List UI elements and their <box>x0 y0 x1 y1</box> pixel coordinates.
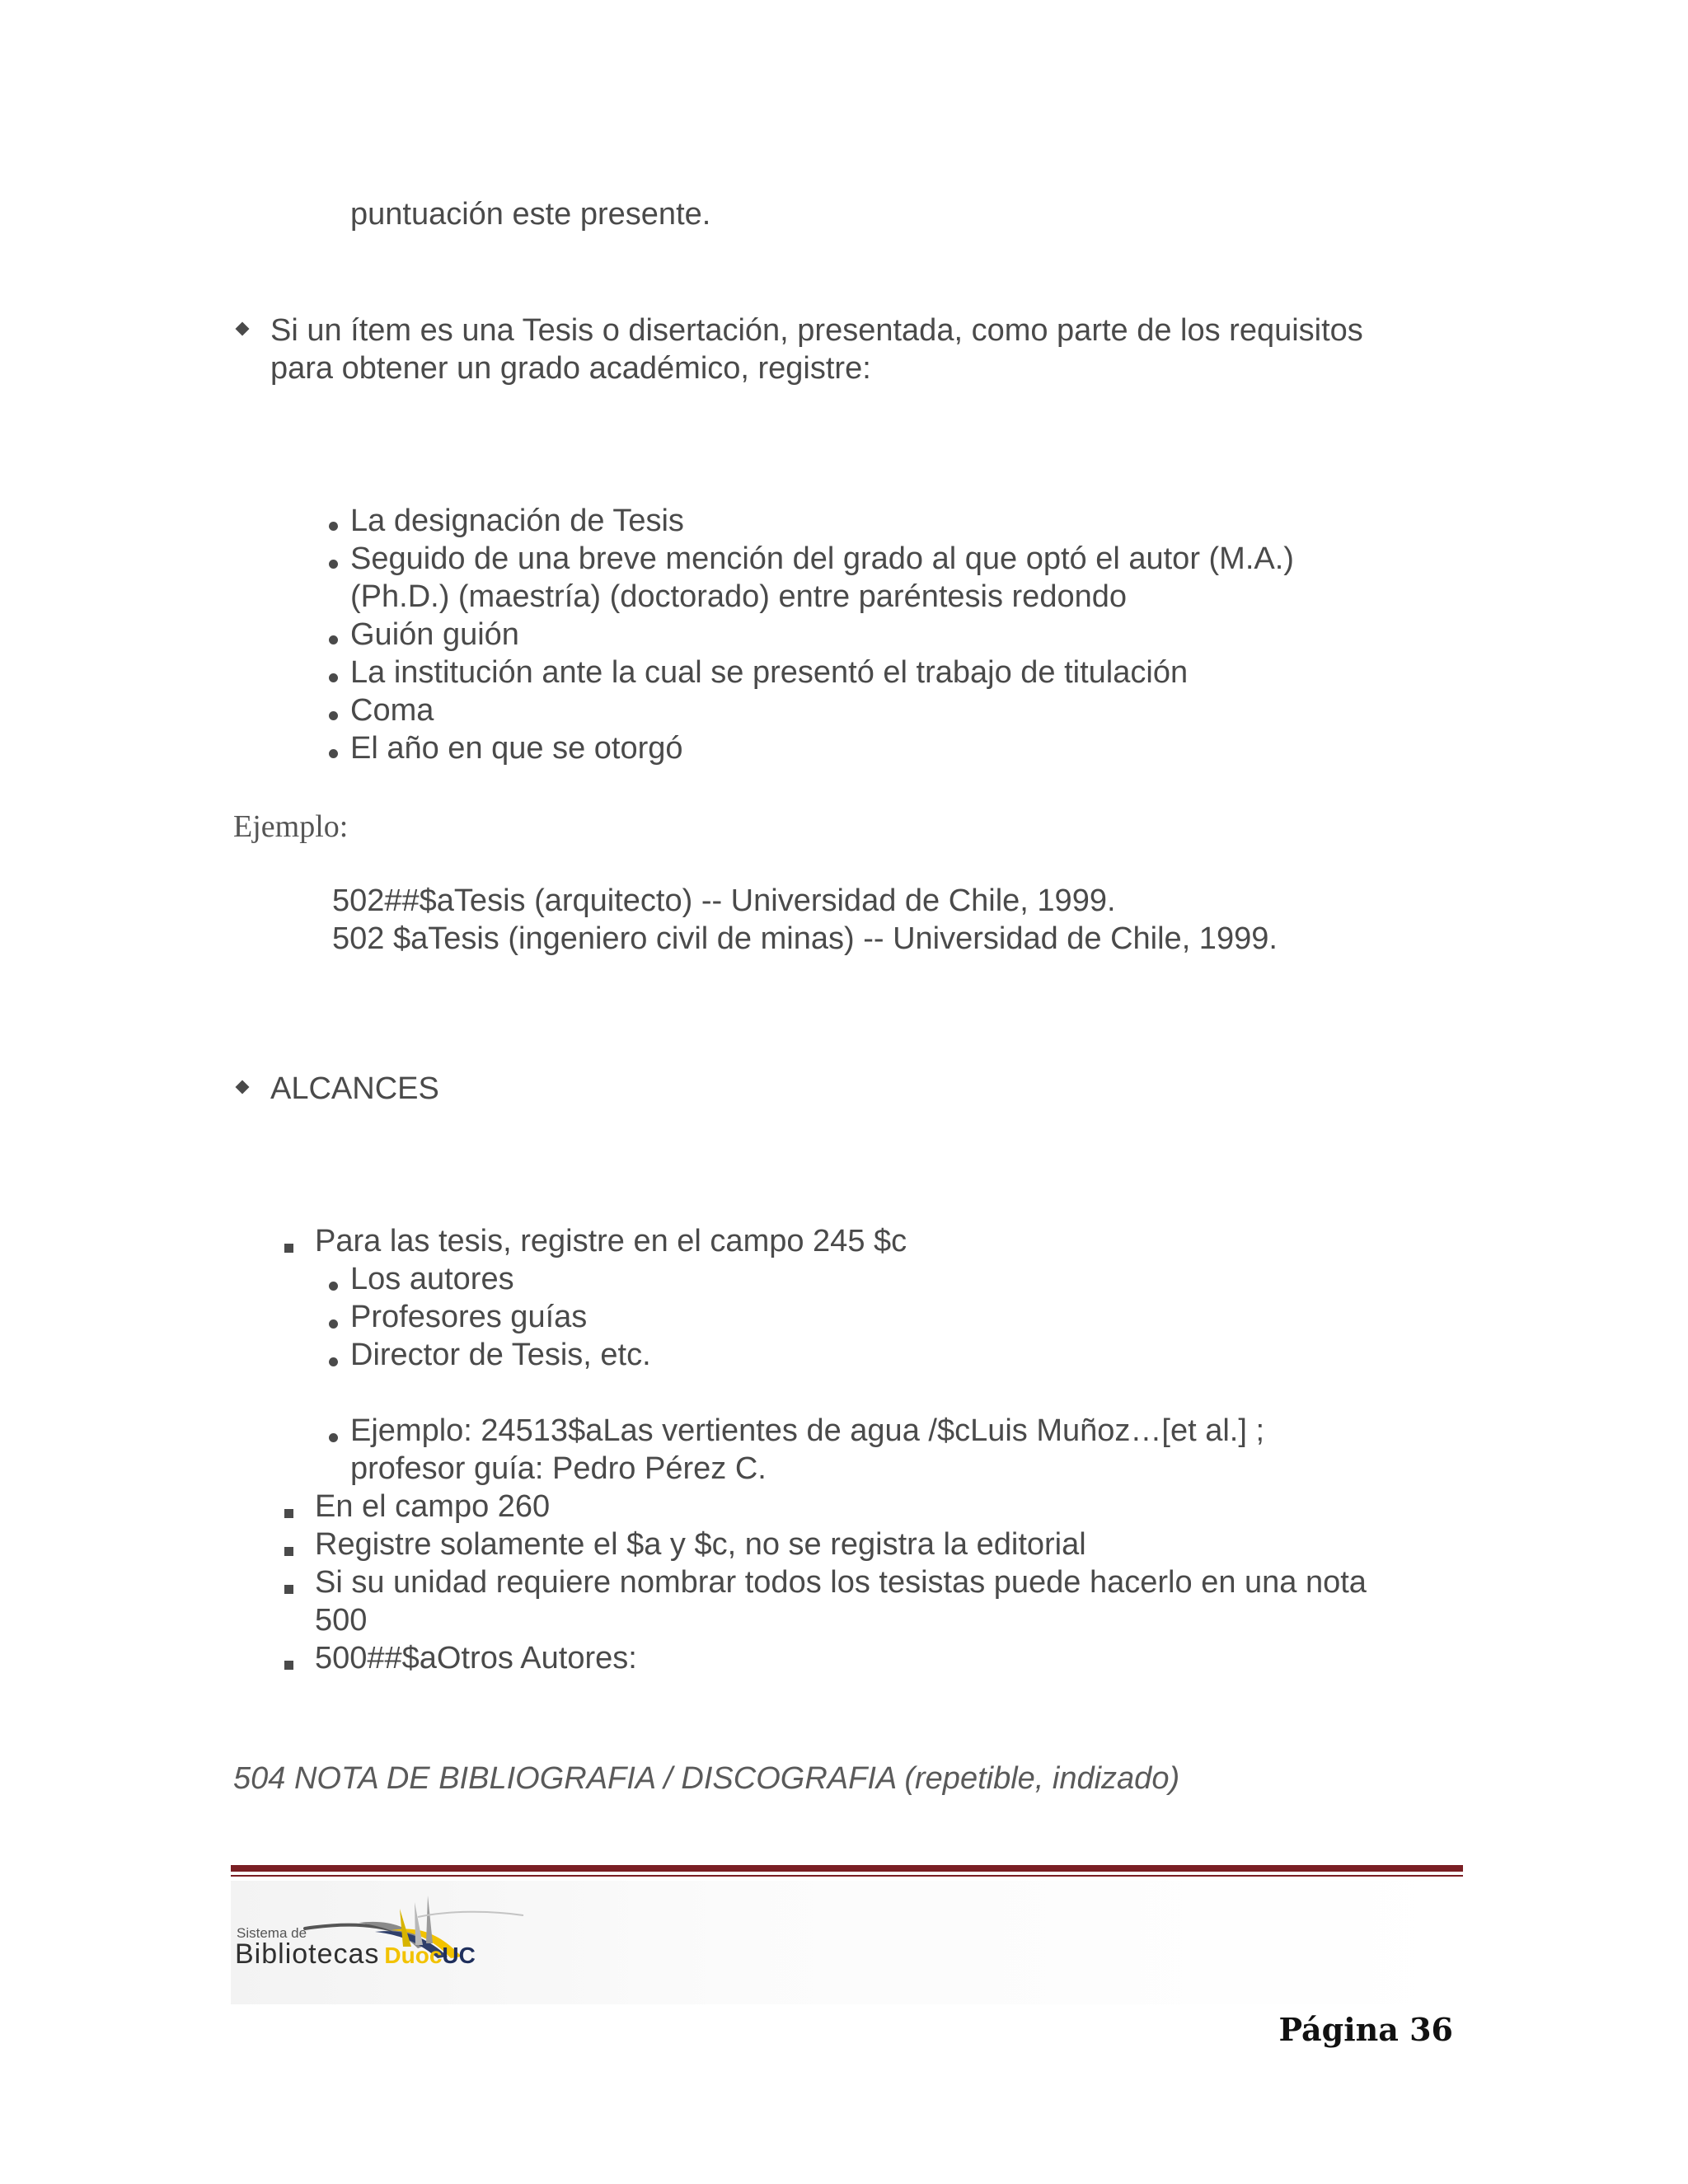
square-bullet-icon <box>284 1661 293 1670</box>
round-bullet-icon <box>329 1319 338 1329</box>
list-item: Coma <box>350 693 434 728</box>
round-bullet-icon <box>329 1433 338 1442</box>
bullet-text-line: Si un ítem es una Tesis o disertación, presentada, como parte de los requisitos <box>270 313 1363 348</box>
list-item: Para las tesis, registre en el campo 245 $c <box>315 1224 907 1258</box>
sub-list-item: Ejemplo: 24513$aLas vertientes de agua /$cLuis Muñoz…[et al.] ; <box>350 1413 1265 1448</box>
diamond-bullet-icon <box>236 322 250 336</box>
square-bullet-icon <box>284 1509 293 1518</box>
list-item: 500##$aOtros Autores: <box>315 1641 637 1675</box>
list-item: Seguido de una breve mención del grado al que optó el autor (M.A.) <box>350 541 1294 576</box>
round-bullet-icon <box>329 560 338 569</box>
diamond-bullet-icon <box>236 1080 250 1094</box>
round-bullet-icon <box>329 711 338 720</box>
list-item-continuation: (Ph.D.) (maestría) (doctorado) entre paréntesis redondo <box>350 579 1127 614</box>
bullet-heading-alcances: ALCANCES <box>270 1071 439 1106</box>
library-logo <box>235 1877 581 1976</box>
list-item: Guión guión <box>350 617 519 652</box>
list-item: En el campo 260 <box>315 1489 551 1524</box>
sub-list-item: Director de Tesis, etc. <box>350 1338 651 1372</box>
square-bullet-icon <box>284 1244 293 1253</box>
sub-list-item: Profesores guías <box>350 1300 588 1334</box>
page-number: Página 36 <box>1278 2011 1453 2048</box>
bullet-text-line: para obtener un grado académico, registre: <box>270 351 871 386</box>
sub-list-item: Los autores <box>350 1262 514 1296</box>
round-bullet-icon <box>329 522 338 531</box>
logo-bibliotecas: Bibliotecas <box>235 1938 380 1970</box>
example-line: 502 $aTesis (ingeniero civil de minas) -- Universidad de Chile, 1999. <box>332 921 1278 956</box>
footer-rule-thick <box>231 1865 1463 1872</box>
logo-brand-duoc: Duoc <box>384 1943 443 1968</box>
square-bullet-icon <box>284 1547 293 1556</box>
footer-rule-thin <box>231 1875 1463 1877</box>
round-bullet-icon <box>329 635 338 644</box>
example-line: 502##$aTesis (arquitecto) -- Universidad de Chile, 1999. <box>332 883 1116 918</box>
round-bullet-icon <box>329 1357 338 1366</box>
example-label: Ejemplo: <box>233 809 349 844</box>
list-item: El año en que se otorgó <box>350 731 683 766</box>
round-bullet-icon <box>329 673 338 682</box>
sub-list-item-continuation: profesor guía: Pedro Pérez C. <box>350 1451 767 1486</box>
continuation-text: puntuación este presente. <box>350 197 711 232</box>
list-item: La designación de Tesis <box>350 504 684 538</box>
logo-main-text <box>235 1938 476 1971</box>
list-item: La institución ante la cual se presentó el trabajo de titulación <box>350 655 1189 690</box>
list-item-continuation: 500 <box>315 1603 368 1638</box>
round-bullet-icon <box>329 749 338 758</box>
list-item: Si su unidad requiere nombrar todos los tesistas puede hacerlo en una nota <box>315 1565 1367 1600</box>
list-item: Registre solamente el $a y $c, no se registra la editorial <box>315 1527 1086 1562</box>
logo-brand-uc: UC <box>442 1943 476 1968</box>
section-heading: 504 NOTA DE BIBLIOGRAFIA / DISCOGRAFIA (repetible, indizado) <box>233 1761 1180 1796</box>
logo-small-text: Sistema de <box>237 1925 307 1941</box>
round-bullet-icon <box>329 1282 338 1291</box>
square-bullet-icon <box>284 1585 293 1594</box>
